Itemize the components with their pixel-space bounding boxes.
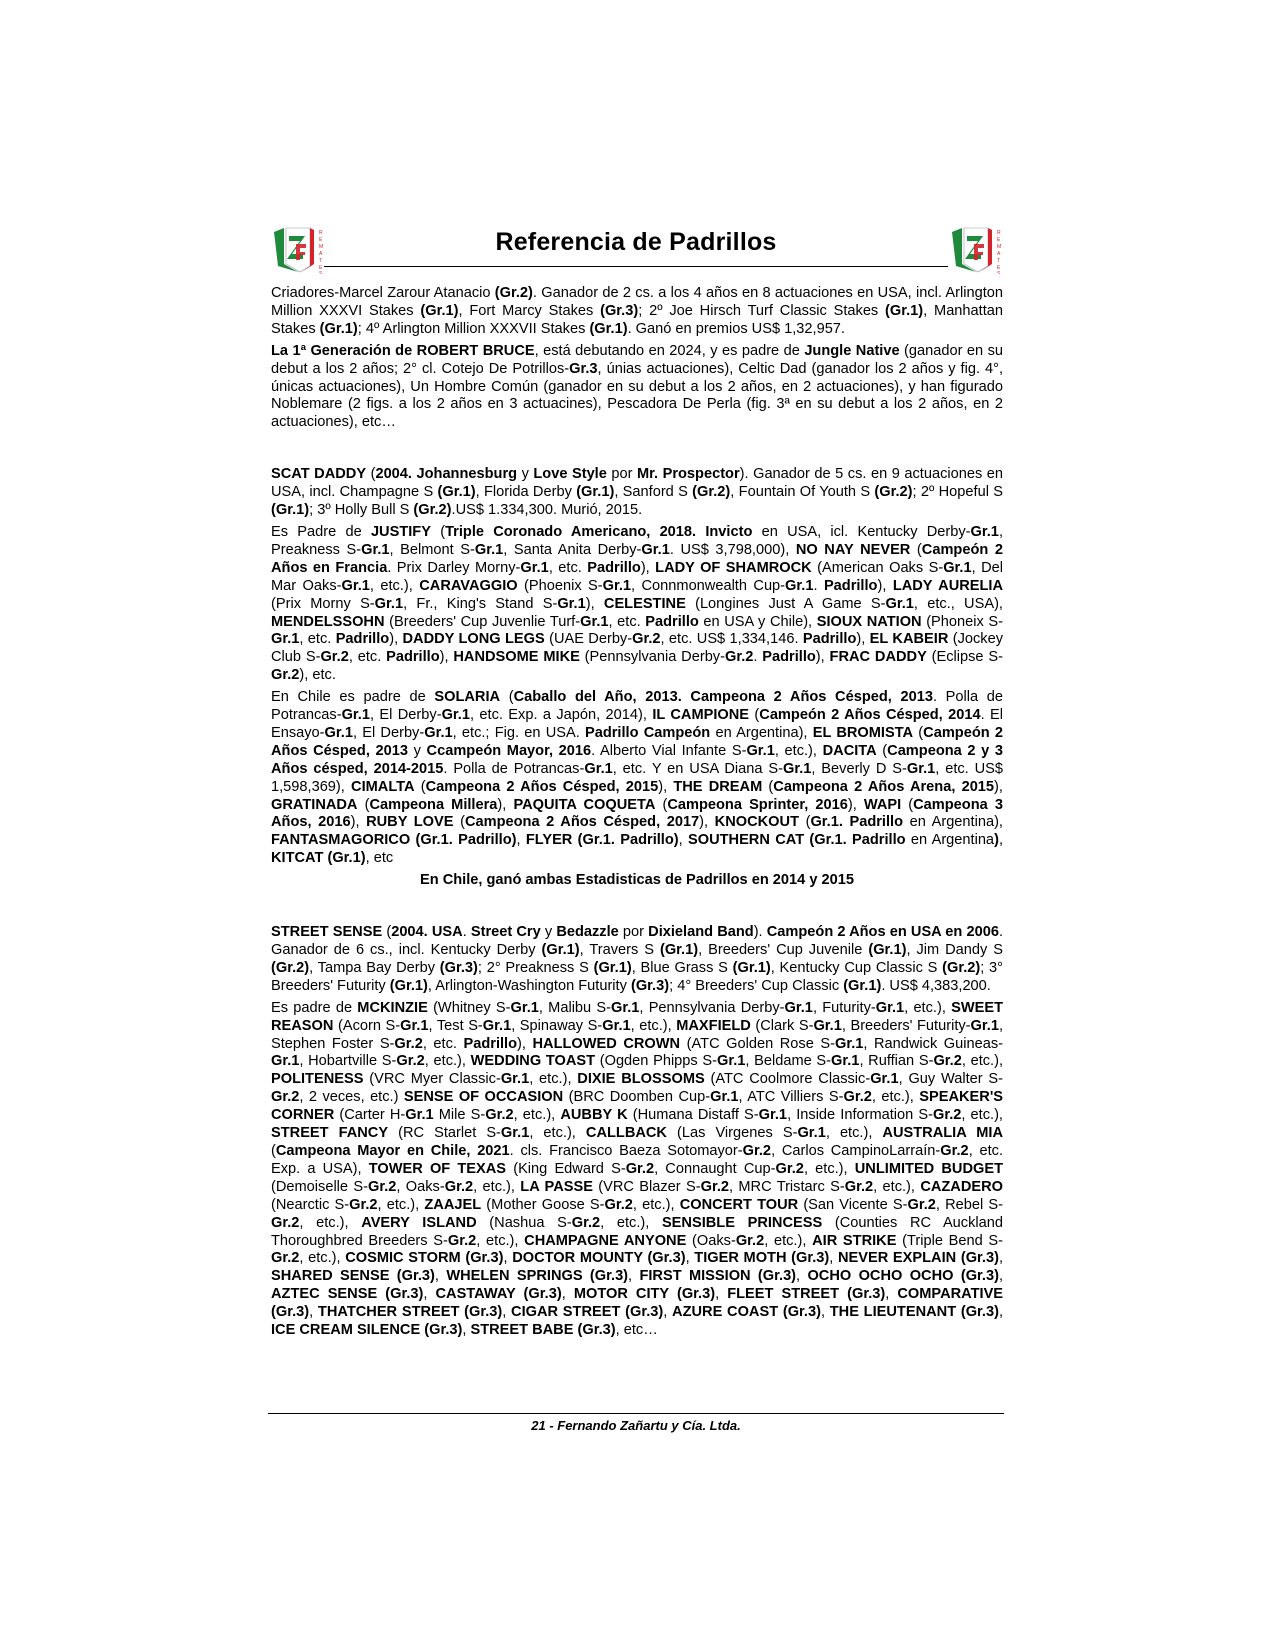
paragraph-street-sense-offspring: Es padre de MCKINZIE (Whitney S-Gr.1, Malibu S-Gr.1, Pennsylvania Derby-Gr.1, Futurity-Gr.1, etc.), SWEET REASON (Acorn S-Gr.1, Test S-Gr.1, Spinaway S-Gr.1, etc.), MAXFIELD (Clark S-Gr.1, Breeders' Futurity-Gr.1, Stephen Foster S-Gr.2, etc. Padrillo), HALLOWED CROWN (ATC Golden Rose S-Gr.1, Randwick Guineas-Gr.1, Hobartville S-Gr.2, etc.), WEDDING TOAST (Ogden Phipps S-Gr.1, Beldame S-Gr.1, Ruffian S-Gr.2, etc.), POLITENESS (VRC Myer Classic-Gr.1, etc.), DIXIE BLOSSOMS (ATC Coolmore Classic-Gr.1, Guy Walter S-Gr.2, 2 veces, etc.) SENSE OF OCCASION (BRC Doomben Cup-Gr.1, ATC Villiers S-Gr.2, etc.), SPEAKER'S CORNER (Carter H-Gr.1 Mile S-Gr.2, etc.), AUBBY K (Humana Distaff S-Gr.1, Inside Information S-Gr.2, etc.), STREET FANCY (RC Starlet S-Gr.1, etc.), CALLBACK (Las Virgenes S-Gr.1, etc.), AUSTRALIA MIA (Campeona Mayor en Chile, 2021. cls. Francisco Baeza Sotomayor-Gr.2, Carlos CampinoLarraín-Gr.2, etc. Exp. a USA), TOWER OF TEXAS (King Edward S-Gr.2, Connaught Cup-Gr.2, etc.), UNLIMITED BUDGET (Demoiselle S-Gr.2, Oaks-Gr.2, etc.), LA PASSE (VRC Blazer S-Gr.2, MRC Tristarc S-Gr.2, etc.), CAZADERO (Nearctic S-Gr.2, etc.), ZAAJEL (Mother Goose S-Gr.2, etc.), CONCERT TOUR (San Vicente S-Gr.2, Rebel S-Gr.2, etc.), AVERY ISLAND (Nashua S-Gr.2, etc.), SENSIBLE PRINCESS (Counties RC Auckland Thoroughbred Breeders S-Gr.2, etc.), CHAMPAGNE ANYONE (Oaks-Gr.2, etc.), AIR STRIKE (Triple Bend S-Gr.2, etc.), COSMIC STORM (Gr.3), DOCTOR MOUNTY (Gr.3), TIGER MOTH (Gr.3), NEVER EXPLAIN (Gr.3), SHARED SENSE (Gr.3), WHELEN SPRINGS (Gr.3), FIRST MISSION (Gr.3), OCHO OCHO OCHO (Gr.3), AZTEC SENSE (Gr.3), CASTAWAY (Gr.3), MOTOR CITY (Gr.3), FLEET STREET (Gr.3), COMPARATIVE (Gr.3), THATCHER STREET (Gr.3), CIGAR STREET (Gr.3), AZURE COAST (Gr.3), THE LIEUTENANT (Gr.3), ICE CREAM SILENCE (Gr.3), STREET BABE (Gr.3), etc… [271, 999, 1004, 1339]
paragraph-robert-bruce-first-crop: La 1ª Generación de ROBERT BRUCE, está debutando en 2024, y es padre de Jungle Native (ganador en su debut a los 2 años; 2° cl. Cotejo De Potrillos-Gr.3, únias actuaciones), Celtic Dad (ganador los 2 años y fig. 4°, únicas actuaciones), Un Hombre Común (ganador en su debut a los 2 años, en 2 actuaciones), y han figurado Noblemare (2 figs. a los 2 años en 3 actuacines), Pescadora De Perla (fig. 3ª en su debut a los 2 años, en 2 actuaciones), etc… [271, 342, 1004, 431]
paragraph-street-sense-record: STREET SENSE (2004. USA. Street Cry y Bedazzle por Dixieland Band). Campeón 2 Años en USA en 2006. Ganador de 6 cs., incl. Kentucky Derby (Gr.1), Travers S (Gr.1), Breeders' Cup Juvenile (Gr.1), Jim Dandy S (Gr.2), Tampa Bay Derby (Gr.3); 2° Preakness S (Gr.1), Blue Grass S (Gr.1), Kentucky Cup Classic S (Gr.2); 3° Breeders' Futurity (Gr.1), Arlington-Washington Futurity (Gr.3); 4° Breeders' Cup Classic (Gr.1). US$ 4,383,200. [271, 924, 1004, 994]
paragraph-scat-daddy-record: SCAT DADDY (2004. Johannesburg y Love Style por Mr. Prospector). Ganador de 5 cs. en 9 actuaciones en USA, incl. Champagne S (Gr.1), Florida Derby (Gr.1), Sanford S (Gr.2), Fountain Of Youth S (Gr.2); 2º Hopeful S (Gr.1); 3º Holly Bull S (Gr.2).US$ 1.334,300. Murió, 2015. [271, 466, 1004, 519]
svg-text:R: R [319, 230, 323, 236]
header-rule [324, 266, 948, 267]
footer-rule [268, 1413, 1004, 1414]
paragraph-scat-daddy-offspring: Es Padre de JUSTIFY (Triple Coronado Americano, 2018. Invicto en USA, icl. Kentucky Derby-Gr.1, Preakness S-Gr.1, Belmont S-Gr.1, Santa Anita Derby-Gr.1. US$ 3,798,000), NO NAY NEVER (Campeón 2 Años en Francia. Prix Darley Morny-Gr.1, etc. Padrillo), LADY OF SHAMROCK (American Oaks S-Gr.1, Del Mar Oaks-Gr.1, etc.), CARAVAGGIO (Phoenix S-Gr.1, Connmonwealth Cup-Gr.1. Padrillo), LADY AURELIA (Prix Morny S-Gr.1, Fr., King's Stand S-Gr.1), CELESTINE (Longines Just A Game S-Gr.1, etc., USA), MENDELSSOHN (Breeders' Cup Juvenlie Turf-Gr.1, etc. Padrillo en USA y Chile), SIOUX NATION (Phoneix S-Gr.1, etc. Padrillo), DADDY LONG LEGS (UAE Derby-Gr.2, etc. US$ 1,334,146. Padrillo), EL KABEIR (Jockey Club S-Gr.2, etc. Padrillo), HANDSOME MIKE (Pennsylvania Derby-Gr.2. Padrillo), FRAC DADDY (Eclipse S-Gr.2), etc. [271, 523, 1004, 684]
svg-text:E: E [997, 265, 1001, 271]
svg-text:M: M [319, 244, 324, 250]
zf-remates-logo [950, 224, 1002, 274]
page-header [268, 224, 1004, 280]
paragraph-scat-daddy-statistics: En Chile, ganó ambas Estadisticas de Padrillos en 2014 y 2015 [420, 872, 854, 889]
svg-text:E: E [319, 237, 323, 243]
svg-text:E: E [997, 237, 1001, 243]
zf-remates-logo [272, 224, 324, 274]
svg-text:R: R [997, 230, 1001, 236]
svg-text:A: A [997, 251, 1001, 257]
svg-text:S: S [997, 271, 1001, 274]
svg-text:T: T [997, 258, 1001, 264]
svg-text:A: A [319, 251, 323, 257]
svg-text:T: T [319, 258, 323, 264]
paragraph-scat-daddy-chile: En Chile es padre de SOLARIA (Caballo del Año, 2013. Campeona 2 Años Césped, 2013. Polla de Potrancas-Gr.1, El Derby-Gr.1, etc. Exp. a Japón, 2014), IL CAMPIONE (Campeón 2 Años Césped, 2014. El Ensayo-Gr.1, El Derby-Gr.1, etc.; Fig. en USA. Padrillo Campeón en Argentina), EL BROMISTA (Campeón 2 Años Césped, 2013 y Ccampeón Mayor, 2016. Alberto Vial Infante S-Gr.1, etc.), DACITA (Campeona 2 y 3 Años césped, 2014-2015. Polla de Potrancas-Gr.1, etc. Y en USA Diana S-Gr.1, Beverly D S-Gr.1, etc. US$ 1,598,369), CIMALTA (Campeona 2 Años Césped, 2015), THE DREAM (Campeona 2 Años Arena, 2015), GRATINADA (Campeona Millera), PAQUITA COQUETA (Campeona Sprinter, 2016), WAPI (Campeona 3 Años, 2016), RUBY LOVE (Campeona 2 Años Césped, 2017), KNOCKOUT (Gr.1. Padrillo en Argentina), FANTASMAGORICO (Gr.1. Padrillo), FLYER (Gr.1. Padrillo), SOUTHERN CAT (Gr.1. Padrillo en Argentina), KITCAT (Gr.1), etc [271, 689, 1004, 867]
svg-text:E: E [319, 265, 323, 271]
svg-text:M: M [997, 244, 1002, 250]
svg-text:S: S [319, 271, 323, 274]
paragraph-robert-bruce-record: Criadores-Marcel Zarour Atanacio (Gr.2). Ganador de 2 cs. a los 4 años en 8 actuaciones en USA, incl. Arlington Million XXXVI Stakes (Gr.1), Fort Marcy Stakes (Gr.3); 2º Joe Hirsch Turf Classic Stakes (Gr.1), Manhattan Stakes (Gr.1); 4º Arlington Million XXXVII Stakes (Gr.1). Ganó en premios US$ 1,32,957. [271, 285, 1003, 337]
page-footer: 21 - Fernando Zañartu y Cía. Ltda. [531, 1418, 741, 1433]
document-body [271, 285, 1003, 1344]
page-title: Referencia de Padrillos [495, 228, 777, 256]
